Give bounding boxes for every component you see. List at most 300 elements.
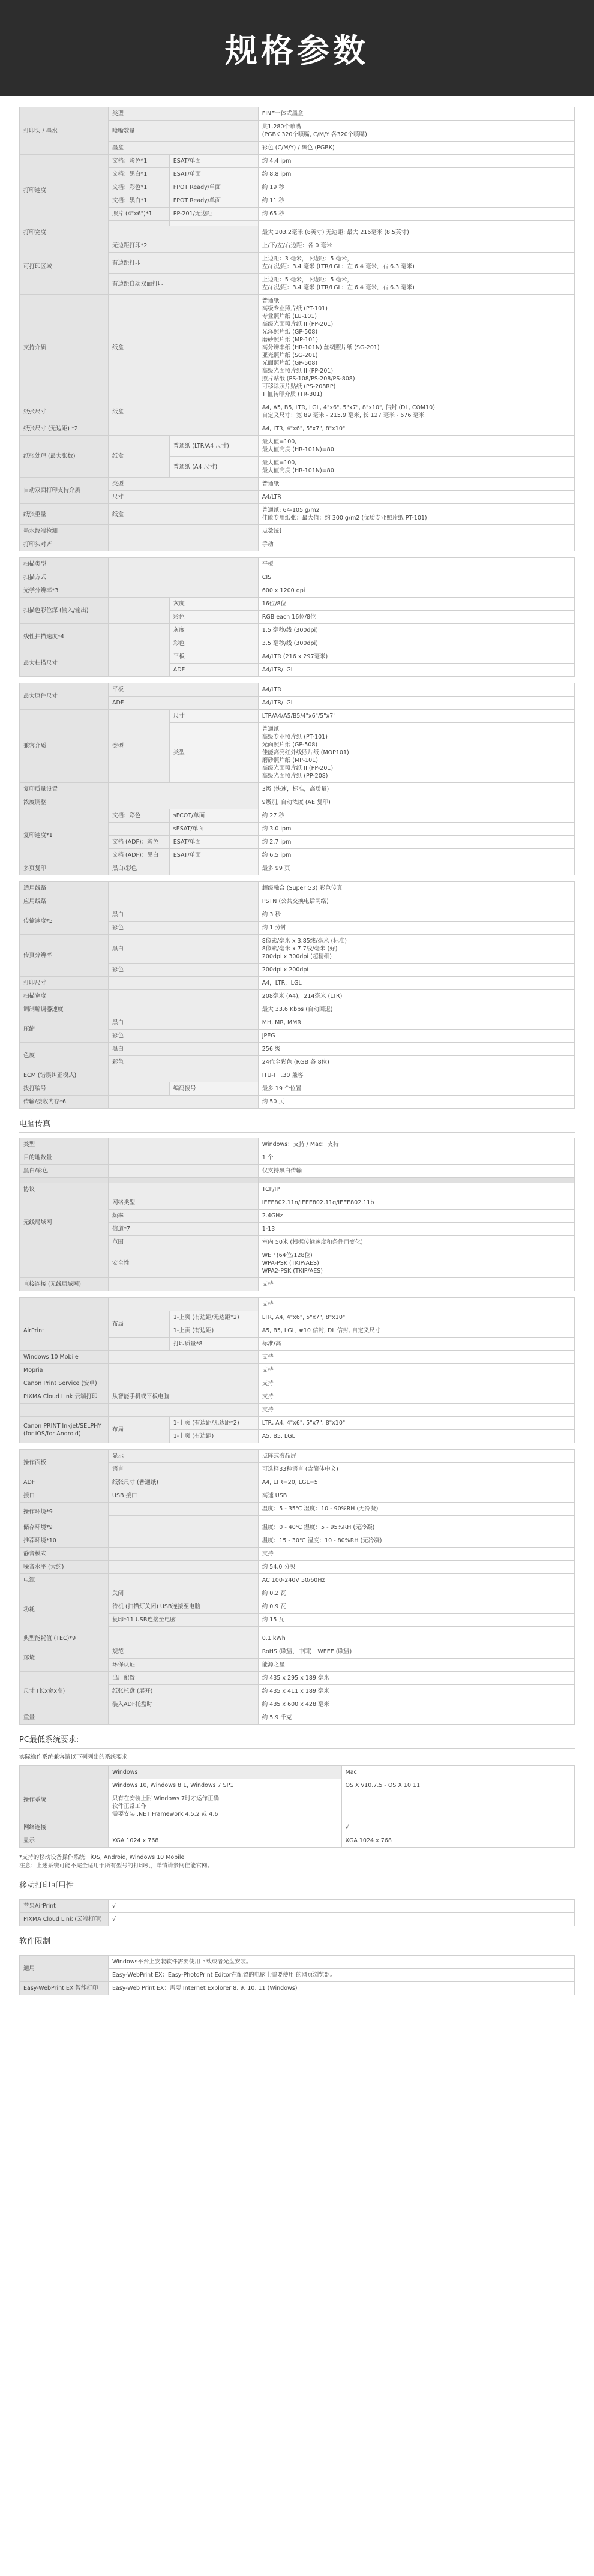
spec-label-cell: 文档：彩色*1 (109, 155, 170, 168)
spec-value-cell: 约 65 秒 (258, 208, 574, 221)
spec-label-cell: 压缩 (20, 1016, 109, 1043)
spec-label-cell: 调制解调器速度 (20, 1003, 109, 1016)
spec-value-cell: Easy-Web Print EX：需要 Internet Explorer 8, 9, 10, 11 (Windows) (109, 1982, 575, 1995)
spec-label-cell (109, 1082, 170, 1096)
spec-value-cell: XGA 1024 x 768 (109, 1834, 342, 1848)
spec-row (20, 908, 575, 922)
spec-label-cell: 苹果AirPrint (20, 1900, 109, 1913)
spec-value-cell: RoHS (欧盟，中国)，WEEE (欧盟) (258, 1645, 574, 1659)
spec-value-cell (258, 1516, 574, 1521)
spec-value-cell: 24位全彩色 (RGB 各 8位) (258, 1056, 574, 1069)
spec-label-cell: 墨水终端检测 (20, 525, 109, 538)
spec-label-cell: PIXMA Cloud Link 云端打印 (20, 1390, 109, 1404)
spec-row (20, 977, 575, 990)
spec-value-cell: CIS (258, 571, 574, 584)
spec-row (20, 1982, 575, 1995)
spec-label-cell (109, 1534, 259, 1548)
copy-spec-table (19, 683, 575, 875)
spec-label-cell: 传输/接收内存*6 (20, 1096, 109, 1109)
spec-row (20, 895, 575, 908)
spec-value-cell: 约 15 瓦 (258, 1614, 574, 1627)
spec-value-cell: PSTN (公共交换电话网络) (258, 895, 574, 908)
content (0, 96, 594, 2013)
spec-row (20, 1016, 575, 1030)
spec-label-cell: 彩色 (109, 1030, 259, 1043)
spec-row (20, 1672, 575, 1685)
spec-value-cell: 最大 33.6 Kbps (自动回退) (258, 1003, 574, 1016)
spec-label-cell: 1-上页 (有边距) (169, 1324, 258, 1338)
spec-label-cell: 环保认证 (109, 1659, 259, 1672)
spec-row (20, 1377, 575, 1390)
spec-value-cell: 点数统计 (258, 525, 574, 538)
spec-row (20, 226, 575, 239)
spec-label-cell: 纸张尺寸 (20, 401, 109, 422)
spec-row (20, 1364, 575, 1377)
spec-value-cell: 约 19 秒 (258, 181, 574, 194)
spec-row (20, 1574, 575, 1587)
spec-value-cell: JPEG (258, 1030, 574, 1043)
spec-label-cell: 扫描类型 (20, 558, 109, 571)
spec-value-cell: Windows平台上安装软件需要使用下载或者光盘安装。 (109, 1956, 575, 1969)
spec-label-cell (109, 1178, 259, 1183)
spec-label-cell (109, 1003, 259, 1016)
spec-label-cell: 扫描方式 (20, 571, 109, 584)
spec-value-cell: 只有在安装上附 Windows 7时才运作正确 软件正常工作 需要安装 .NET Framework 4.5.2 或 4.6 (109, 1792, 342, 1821)
spec-value-cell: A4, A5, B5, LTR, LGL, 4"x6", 5"x7", 8"x10", 信封 (DL, COM10) 自定义尺寸：宽 89 毫米 - 215.9 毫米, 长 127 毫米 - 676 毫米 (258, 401, 574, 422)
spec-row (20, 436, 575, 457)
spec-row (20, 990, 575, 1003)
spec-label-cell: FPOT Ready/单面 (169, 181, 258, 194)
spec-row (20, 1165, 575, 1178)
spec-value-cell: 约 1 分钟 (258, 922, 574, 935)
spec-value-cell: 普通纸 高级专业照片纸 (PT-101) 光面照片纸 (GP-508) 佳能高亮红外线照片纸 (MOP101) 磨砂照片纸 (MP-101) 高级光面照片纸 II (PP-201) 高级光面照片纸 (PP-208) (258, 723, 574, 783)
spec-value-cell: 0.1 kWh (258, 1632, 574, 1645)
spec-label-cell: 推荐环境*10 (20, 1534, 109, 1548)
spec-label-cell: 网络连接 (20, 1821, 109, 1834)
spec-label-cell (20, 1766, 109, 1779)
network-section-title: 电脑传真 (19, 1117, 575, 1133)
spec-row (20, 1913, 575, 1926)
spec-label-cell (109, 1069, 259, 1082)
spec-label-cell (109, 422, 259, 436)
spec-value-cell: RGB each 16位/8位 (258, 611, 574, 624)
spec-row (20, 1503, 575, 1516)
spec-label-cell: 彩色 (109, 964, 259, 977)
spec-row (20, 1404, 575, 1417)
spec-label-cell: 彩色 (169, 611, 258, 624)
spec-row (20, 504, 575, 525)
spec-label-cell: 纸张尺寸 (普通纸) (109, 1476, 259, 1489)
spec-value-cell: 超级融合 (Super G3) 彩色传真 (258, 882, 574, 895)
spec-label-cell (20, 1249, 109, 1278)
spec-label-cell: 出厂配置 (109, 1672, 259, 1685)
spec-value-cell: 约 50 页 (258, 1096, 574, 1109)
spec-label-cell (109, 1165, 259, 1178)
spec-value-cell: 约 6.5 ipm (258, 849, 574, 862)
spec-row (20, 1534, 575, 1548)
spec-label-cell (109, 1151, 259, 1165)
spec-row (20, 1151, 575, 1165)
spec-label-cell: 显示 (109, 1450, 259, 1463)
spec-label-cell: 功耗 (20, 1587, 109, 1632)
spec-value-cell: 200dpi x 200dpi (258, 964, 574, 977)
spec-value-cell: 约 3.0 ipm (258, 823, 574, 836)
spec-label-cell: ADF (109, 697, 259, 710)
spec-label-cell: 纸盒 (109, 436, 170, 478)
spec-label-cell: 文档 (ADF)：彩色 (109, 836, 170, 849)
spec-row (20, 1489, 575, 1503)
spec-label-cell (109, 1548, 259, 1561)
spec-value-cell: 2.4GHz (258, 1210, 574, 1223)
spec-label-cell: 普通纸 (A4 尺寸) (169, 457, 258, 478)
spec-label-cell: 自动双面打印支持介质 (20, 478, 109, 504)
pc-spec-table (19, 1765, 575, 1848)
spec-label-cell: 黑白/彩色 (109, 862, 170, 875)
spec-row (20, 1900, 575, 1913)
spec-label-cell: 环境 (20, 1645, 109, 1672)
mobile-availability-table (19, 1899, 575, 1926)
spec-row (20, 1632, 575, 1645)
spec-label-cell: Easy-WebPrint EX 智能打印 (20, 1982, 109, 1995)
spec-label-cell: 类型 (20, 1138, 109, 1151)
spec-row (20, 683, 575, 697)
spec-row (20, 1821, 575, 1834)
spec-row (20, 1311, 575, 1324)
spec-label-cell: 拨打编号 (20, 1082, 109, 1096)
spec-row (20, 862, 575, 875)
spec-row (20, 538, 575, 551)
spec-label-cell: 协议 (20, 1183, 109, 1196)
spec-row (20, 882, 575, 895)
spec-value-cell: 约 435 x 295 x 189 毫米 (258, 1672, 574, 1685)
spec-row (20, 710, 575, 723)
spec-value-cell: 室内 50米 (根据传输速度和条件而变化) (258, 1236, 574, 1249)
network-spec-table (19, 1138, 575, 1291)
spec-label-cell: 平板 (109, 683, 259, 697)
spec-label-cell: 编码拨号 (169, 1082, 258, 1096)
spec-label-cell: 文档：彩色*1 (109, 181, 170, 194)
spec-label-cell: 黑白 (109, 1016, 259, 1030)
spec-value-cell: 约 11 秒 (258, 194, 574, 208)
spec-value-cell: 3级 (快速，标准，高质量) (258, 783, 574, 796)
spec-row (20, 1587, 575, 1600)
spec-value-cell: 标准/高 (258, 1338, 574, 1351)
spec-value-cell: 最大值=100, 最大值高度 (HR-101N)=80 (258, 457, 574, 478)
spec-value-cell: A4, LTR=20, LGL=5 (258, 1476, 574, 1489)
spec-label-cell: 电源 (20, 1574, 109, 1587)
spec-value-cell: AC 100-240V 50/60Hz (258, 1574, 574, 1587)
spec-label-cell (109, 990, 259, 1003)
spec-value-cell: 温度：15 - 30℃ 湿度：10 - 80%RH (无冷凝) (258, 1534, 574, 1548)
spec-label-cell: 可打印区域 (20, 239, 109, 295)
spec-label-cell: 彩色 (169, 637, 258, 650)
print-spec-table (19, 107, 575, 551)
spec-label-cell: ESAT/单面 (169, 155, 258, 168)
spec-value-cell (109, 1821, 342, 1834)
spec-label-cell: 打印头 / 墨水 (20, 107, 109, 155)
spec-label-cell: 频率 (109, 1210, 259, 1223)
spec-label-cell: 平板 (169, 650, 258, 664)
spec-row (20, 422, 575, 436)
spec-label-cell: 传真分辨率 (20, 935, 109, 977)
spec-value-cell: A5, B5, LGL (258, 1430, 574, 1443)
spec-row (20, 650, 575, 664)
spec-value-cell: MH, MR, MMR (258, 1016, 574, 1030)
spec-value-cell: 9级别, 自动浓度 (AE 复印) (258, 796, 574, 809)
spec-label-cell: 黑白/彩色 (20, 1165, 109, 1178)
spec-value-cell: Windows 10, Windows 8.1, Windows 7 SP1 (109, 1779, 342, 1792)
spec-value-cell: 16位/8位 (258, 598, 574, 611)
spec-value-cell: 约 0.2 瓦 (258, 1587, 574, 1600)
spec-value-cell: LTR, A4, 4"x6", 5"x7", 8"x10" (258, 1311, 574, 1324)
spec-label-cell: 信道*7 (109, 1223, 259, 1236)
spec-row (20, 1351, 575, 1364)
spec-label-cell: 尺寸 (169, 710, 258, 723)
spec-value-cell: A4，LTR，LGL (258, 977, 574, 990)
spec-value-cell: 约 435 x 411 x 189 毫米 (258, 1685, 574, 1698)
spec-value-cell: 普通纸 (258, 478, 574, 491)
spec-value-cell: 最多 99 页 (258, 862, 574, 875)
spec-label-cell (20, 1178, 109, 1183)
spec-value-cell: Easy-WebPrint EX：Easy-PhotoPrint Editor在配置的电脑上需要使用 的网页浏览器。 (109, 1969, 575, 1982)
spec-label-cell: USB 接口 (109, 1489, 259, 1503)
spec-label-cell: 尺寸 (长x宽x高) (20, 1672, 109, 1711)
spec-label-cell (109, 525, 259, 538)
spec-label-cell: 纸张尺寸 (无边距) *2 (20, 422, 109, 436)
spec-label-cell: 范围 (109, 1236, 259, 1249)
spec-row (20, 1417, 575, 1430)
spec-row (20, 1249, 575, 1278)
spec-label-cell: sESAT/单面 (169, 823, 258, 836)
spec-label-cell (109, 1632, 259, 1645)
spec-label-cell: 类型 (109, 107, 259, 121)
pc-requirements-title: PC最低系统要求: (19, 1733, 575, 1749)
spec-label-cell: 文档 (ADF)：黑白 (109, 849, 170, 862)
spec-label-cell (109, 1364, 259, 1377)
spec-value-cell: 1-13 (258, 1223, 574, 1236)
spec-value-cell: 约 435 x 600 x 428 毫米 (258, 1698, 574, 1711)
spec-label-cell: 待机 (扫描灯关闭) USB连接至电脑 (109, 1600, 259, 1614)
spec-label-cell: 打印头对齐 (20, 538, 109, 551)
spec-label-cell (109, 221, 170, 226)
spec-label-cell (109, 977, 259, 990)
spec-label-cell: ADF (169, 664, 258, 677)
spec-value-cell: A4/LTR (258, 491, 574, 504)
spec-value-cell: 最多 19 个位置 (258, 1082, 574, 1096)
spec-label-cell (109, 1096, 259, 1109)
spec-row (20, 107, 575, 121)
spec-value-cell: A4, LTR, 4"x6", 5"x7", 8"x10" (258, 422, 574, 436)
spec-row (20, 1645, 575, 1659)
spec-value-cell: 约 5.9 千克 (258, 1711, 574, 1725)
spec-value-cell: 支持 (258, 1351, 574, 1364)
spec-label-cell (109, 1503, 259, 1516)
spec-row (20, 1711, 575, 1725)
spec-label-cell: 扫描宽度 (20, 990, 109, 1003)
spec-label-cell (109, 1351, 259, 1364)
spec-label-cell: 类型 (169, 723, 258, 783)
spec-label-cell: Windows 10 Mobile (20, 1351, 109, 1364)
spec-row (20, 1298, 575, 1311)
spec-label-cell (169, 221, 258, 226)
spec-value-cell: 平板 (258, 558, 574, 571)
spec-label-cell: 直接连接 (无线局域网) (20, 1278, 109, 1291)
scan-spec-table (19, 557, 575, 677)
spec-label-cell: 重量 (20, 1711, 109, 1725)
spec-value-cell: 温度：5 - 35℃ 湿度：10 - 90%RH (无冷凝) (258, 1503, 574, 1516)
spec-value-cell: 支持 (258, 1298, 574, 1311)
spec-label-cell (109, 1278, 259, 1291)
spec-label-cell: 静音模式 (20, 1548, 109, 1561)
spec-label-cell: 彩色 (109, 922, 259, 935)
spec-label-cell: 线性扫描速度*4 (20, 624, 109, 650)
spec-label-cell: 从智能手机或平板电脑 (109, 1390, 259, 1404)
spec-label-cell: 目的地数量 (20, 1151, 109, 1165)
banner (0, 0, 594, 96)
spec-label-cell: PP-201/无边距 (169, 208, 258, 221)
spec-row (20, 1779, 575, 1792)
spec-label-cell (109, 650, 170, 677)
spec-label-cell: 1-上页 (有边距/无边距*2) (169, 1311, 258, 1324)
spec-value-cell: √ (109, 1913, 575, 1926)
spec-label-cell (109, 1574, 259, 1587)
spec-value-cell: WEP (64位/128位) WPA-PSK (TKIP/AES) WPA2-PSK (TKIP/AES) (258, 1249, 574, 1278)
spec-row (20, 584, 575, 598)
spec-label-cell: 显示 (20, 1834, 109, 1848)
spec-label-cell: 彩色 (109, 1056, 259, 1069)
spec-label-cell (109, 1627, 259, 1632)
spec-value-cell: 600 x 1200 dpi (258, 584, 574, 598)
spec-row (20, 558, 575, 571)
spec-row (20, 1183, 575, 1196)
spec-row (20, 809, 575, 823)
spec-label-cell (109, 1338, 170, 1351)
spec-value-cell: 1 个 (258, 1151, 574, 1165)
spec-label-cell: 纸张处理 (最大张数) (20, 436, 109, 478)
spec-label-cell: 操作系统 (20, 1779, 109, 1821)
spec-value-cell: OS X v10.7.5 - OS X 10.11 (341, 1779, 575, 1792)
spec-value-cell: 共1,280个喷嘴 (PGBK 320个喷嘴, C/M/Y 各320个喷嘴) (258, 121, 574, 142)
spec-value-cell: 208毫米 (A4)，214毫米 (LTR) (258, 990, 574, 1003)
mobile-availability-title: 移动打印可用性 (19, 1879, 575, 1894)
spec-label-cell: 兼容介质 (20, 710, 109, 783)
spec-label-cell (109, 598, 170, 624)
spec-value-cell: 最大值=100, 最大值高度 (HR-101N)=80 (258, 436, 574, 457)
spec-row (20, 1450, 575, 1463)
spec-value-cell (341, 1792, 575, 1821)
spec-label-cell (109, 538, 259, 551)
spec-value-cell: 仅支持黑白传输 (258, 1165, 574, 1178)
spec-value-cell: 约 3 秒 (258, 908, 574, 922)
spec-label-cell: 光学分辨率*3 (20, 584, 109, 598)
spec-row (20, 1521, 575, 1534)
spec-label-cell: 通用 (20, 1956, 109, 1982)
spec-value-cell: LTR, A4, 4"x6", 5"x7", 8"x10" (258, 1417, 574, 1430)
spec-label-cell (109, 1298, 259, 1311)
spec-label-cell: ESAT/单面 (169, 849, 258, 862)
spec-label-cell: 复印速度*1 (20, 809, 109, 862)
spec-value-cell (258, 1627, 574, 1632)
spec-row (20, 1766, 575, 1779)
general-spec-table (19, 1449, 575, 1725)
spec-label-cell: 最大原件尺寸 (20, 683, 109, 710)
spec-label-cell: 传输速度*5 (20, 908, 109, 935)
spec-value-cell: 256 级 (258, 1043, 574, 1056)
spec-value-cell (258, 1178, 574, 1183)
spec-label-cell (109, 796, 259, 809)
spec-label-cell: 浓度调整 (20, 796, 109, 809)
spec-label-cell: 典型能耗值 (TEC)*9 (20, 1632, 109, 1645)
spec-value-cell: 高速 USB (258, 1489, 574, 1503)
spec-value-cell: √ (109, 1900, 575, 1913)
spec-value-cell: 约 4.4 ipm (258, 155, 574, 168)
spec-row (20, 155, 575, 168)
spec-row (20, 783, 575, 796)
spec-label-cell (109, 1711, 259, 1725)
spec-label-cell: Windows (109, 1766, 342, 1779)
spec-value-cell: 约 0.9 瓦 (258, 1600, 574, 1614)
spec-row (20, 1476, 575, 1489)
spec-label-cell: 照片 (4"x6")*1 (109, 208, 170, 221)
spec-label-cell: 布局 (109, 1311, 170, 1338)
spec-label-cell: 打印速度 (20, 155, 109, 226)
spec-row (20, 478, 575, 491)
spec-label-cell: AirPrint (20, 1311, 109, 1351)
spec-row (20, 598, 575, 611)
spec-value-cell: A4/LTR (216 x 297毫米) (258, 650, 574, 664)
spec-label-cell: 纸盒 (109, 504, 259, 525)
spec-label-cell (109, 1377, 259, 1390)
spec-row (20, 1278, 575, 1291)
spec-label-cell: 网络类型 (109, 1196, 259, 1210)
spec-label-cell: 应用线路 (20, 895, 109, 908)
spec-label-cell: 装入ADF托盘时 (109, 1698, 259, 1711)
spec-label-cell: 文档：黑白*1 (109, 194, 170, 208)
spec-value-cell: 普通纸 高级专业照片纸 (PT-101) 专业照片纸 (LU-101) 高级光面照片纸 II (PP-201) 光泽照片纸 (GP-508) 磨砂照片纸 (MP-101) 高分辨率纸 (HR-101N) 丝绸照片纸 (SG-201) 亚光照片纸 (SG-201) 光面照片纸 (GP-508) 高级光面照片纸 II (PP-201) 照片贴纸 (PS-108/PS-208/PS-808) 可移除照片贴纸 (PS-208RP) T 恤转印介质 (TR-301) (258, 295, 574, 401)
spec-label-cell: 文档：彩色 (109, 809, 170, 823)
spec-label-cell (109, 1516, 259, 1521)
fax-spec-table (19, 881, 575, 1109)
spec-label-cell (109, 783, 259, 796)
spec-value-cell: Mac (341, 1766, 575, 1779)
spec-label-cell (109, 1138, 259, 1151)
spec-label-cell: ECM (错误纠正模式) (20, 1069, 109, 1082)
spec-label-cell: FPOT Ready/单面 (169, 194, 258, 208)
spec-label-cell: 复印*11 USB连接至电脑 (109, 1614, 259, 1627)
spec-label-cell: 支持介质 (20, 295, 109, 401)
spec-value-cell: 约 8.8 ipm (258, 168, 574, 181)
spec-label-cell: 文档：黑白*1 (109, 168, 170, 181)
spec-label-cell: 操作面板 (20, 1450, 109, 1476)
spec-label-cell: sFCOT/单面 (169, 809, 258, 823)
spec-row (20, 295, 575, 401)
spec-value-cell: 上边距：5 毫米，下边距：5 毫米， 左/右边距：3.4 毫米 (LTR/LGL：左 6.4 毫米，右 6.3 毫米) (258, 274, 574, 295)
spec-label-cell: 墨盒 (109, 142, 259, 155)
pc-requirements-subtitle: 实际操作系统兼容请以下列列出的系统要求 (19, 1754, 128, 1761)
spec-label-cell: ESAT/单面 (169, 168, 258, 181)
spec-label-cell: 1-上页 (有边距) (169, 1430, 258, 1443)
spec-value-cell: Windows：支持 / Mac：支持 (258, 1138, 574, 1151)
spec-label-cell: 规范 (109, 1645, 259, 1659)
spec-label-cell (20, 1298, 109, 1311)
spec-label-cell: 布局 (109, 1417, 170, 1443)
spec-label-cell: 多页复印 (20, 862, 109, 875)
spec-label-cell (109, 823, 170, 836)
spec-label-cell: 有边距自动双面打印 (109, 274, 259, 295)
spec-value-cell: 温度：0 - 40℃ 湿度：5 - 95%RH (无冷凝) (258, 1521, 574, 1534)
spec-value-cell: 上/下/左/右边距：各 0 毫米 (258, 239, 574, 253)
spec-value-cell: 彩色 (C/M/Y) / 黑色 (PGBK) (258, 142, 574, 155)
